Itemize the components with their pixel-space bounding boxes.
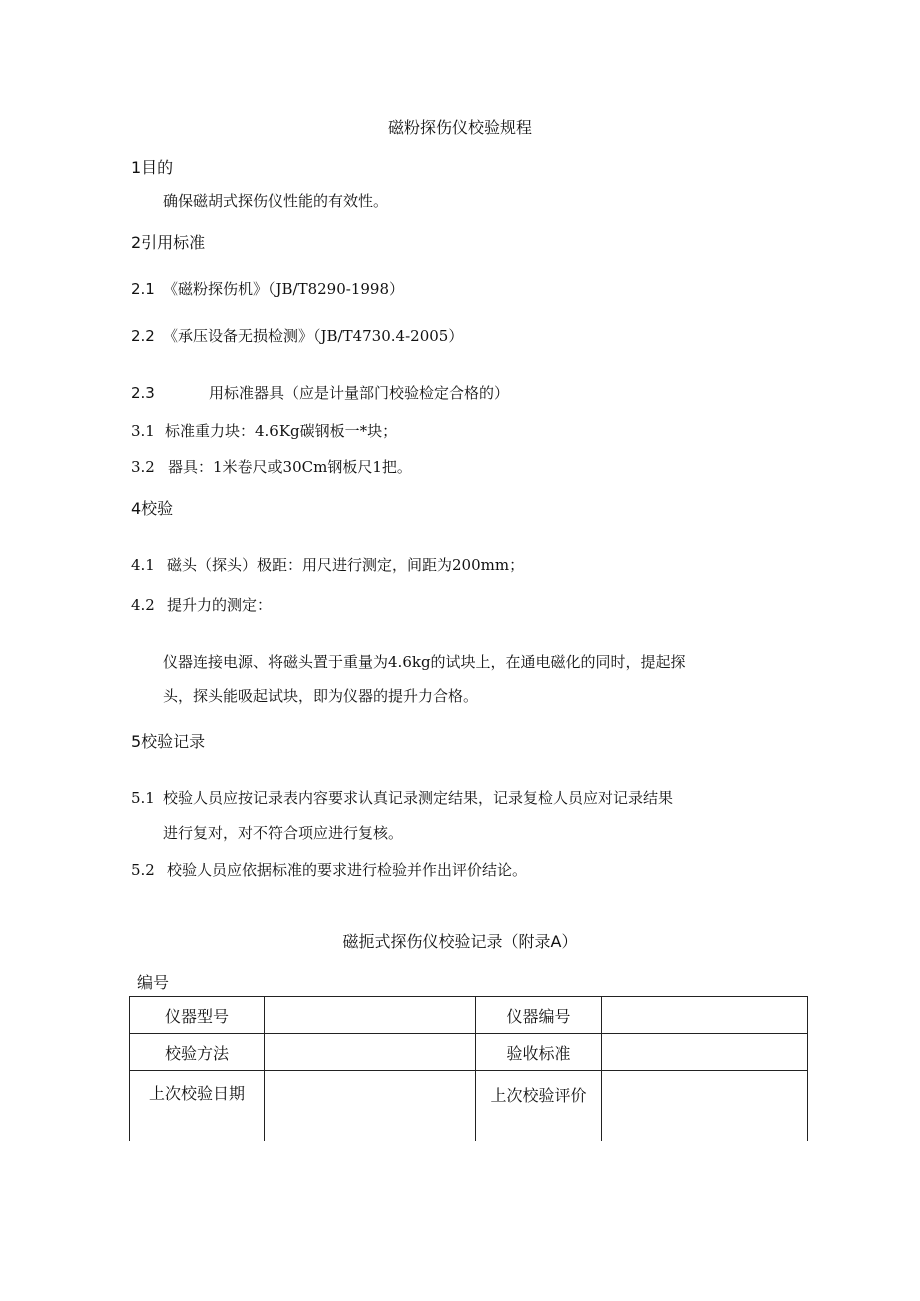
calibration-record-table	[129, 996, 808, 1141]
item-number: 2.3	[131, 384, 155, 402]
item-number: 2.2	[131, 327, 155, 345]
section-4-paragraph-line-1: 仪器连接电源、将磁头置于重量为4.6kg的试块上，在通电磁化的同时，提起探	[163, 653, 686, 671]
section-2-item-2	[131, 329, 463, 344]
table-row	[130, 997, 808, 1034]
value-cell-last-calibration-date[interactable]	[265, 1071, 476, 1142]
item-text: 器具：1米卷尺或30Cm钢板尺1把。	[168, 458, 412, 476]
section-4-paragraph-line-2: 头，探头能吸起试块，即为仪器的提升力合格。	[163, 687, 479, 705]
value-cell-acceptance-standard[interactable]	[602, 1034, 808, 1071]
heading-text: 用标准器具（应是计量部门校验检定合格的）	[209, 384, 510, 402]
item-number: 2.1	[131, 280, 155, 298]
section-2-item-1	[131, 282, 404, 297]
section-3-item-1	[131, 424, 397, 439]
item-text: 标准重力块：4.6Kg碳钢板一*块；	[165, 422, 398, 440]
label-cell: 校验方法	[130, 1034, 265, 1071]
label-cell: 仪器型号	[130, 997, 265, 1034]
table-row	[130, 1071, 808, 1142]
value-cell-last-calibration-evaluation[interactable]	[602, 1071, 808, 1142]
item-number: 3.1	[131, 422, 155, 440]
section-1-heading: 1目的	[131, 158, 174, 177]
label-cell: 验收标准	[476, 1034, 602, 1071]
item-text: 校验人员应按记录表内容要求认真记录测定结果，记录复检人员应对记录结果	[163, 789, 674, 807]
item-number: 4.1	[131, 556, 155, 574]
value-cell-instrument-number[interactable]	[602, 997, 808, 1034]
section-4-item-2	[131, 598, 272, 613]
document-title: 磁粉探伤仪校验规程	[387, 118, 532, 137]
item-number: 5.2	[131, 861, 155, 879]
label-cell: 仪器编号	[476, 997, 602, 1034]
value-cell-calibration-method[interactable]	[265, 1034, 476, 1071]
item-text: 《磁粉探伤机》（JB/T8290-1998）	[163, 280, 405, 298]
section-3-heading	[131, 386, 509, 401]
section-5-item-1-line-2: 进行复对，对不符合项应进行复核。	[163, 824, 404, 842]
label-cell	[476, 1071, 602, 1142]
item-text: 提升力的测定：	[167, 596, 273, 614]
section-1-text: 确保磁胡式探伤仪性能的有效性。	[163, 192, 389, 210]
label-text: 上次校验评价	[490, 1086, 587, 1105]
item-number: 5.1	[131, 789, 155, 807]
value-cell-instrument-model[interactable]	[265, 997, 476, 1034]
section-3-item-2	[131, 460, 412, 475]
section-2-heading: 2引用标准	[131, 233, 206, 252]
item-text: 《承压设备无损检测》（JB/T4730.4-2005）	[163, 327, 464, 345]
table-row	[130, 1034, 808, 1071]
item-number: 3.2	[131, 458, 155, 476]
item-number: 4.2	[131, 596, 155, 614]
section-5-heading: 5校验记录	[131, 732, 206, 751]
section-4-heading: 4校验	[131, 499, 174, 518]
section-5-item-1-line-1	[131, 791, 673, 806]
record-title: 磁扼式探伤仪校验记录（附录A）	[342, 932, 578, 951]
label-text: 上次校验日期	[148, 1084, 245, 1103]
item-text: 磁头（探头）极距：用尺进行测定，间距为200mm；	[167, 556, 525, 574]
label-cell	[130, 1071, 265, 1142]
section-4-item-1	[131, 558, 524, 573]
section-5-item-2	[131, 863, 527, 878]
item-text: 校验人员应依据标准的要求进行检验并作出评价结论。	[167, 861, 528, 879]
record-number-label: 编号	[137, 973, 170, 992]
